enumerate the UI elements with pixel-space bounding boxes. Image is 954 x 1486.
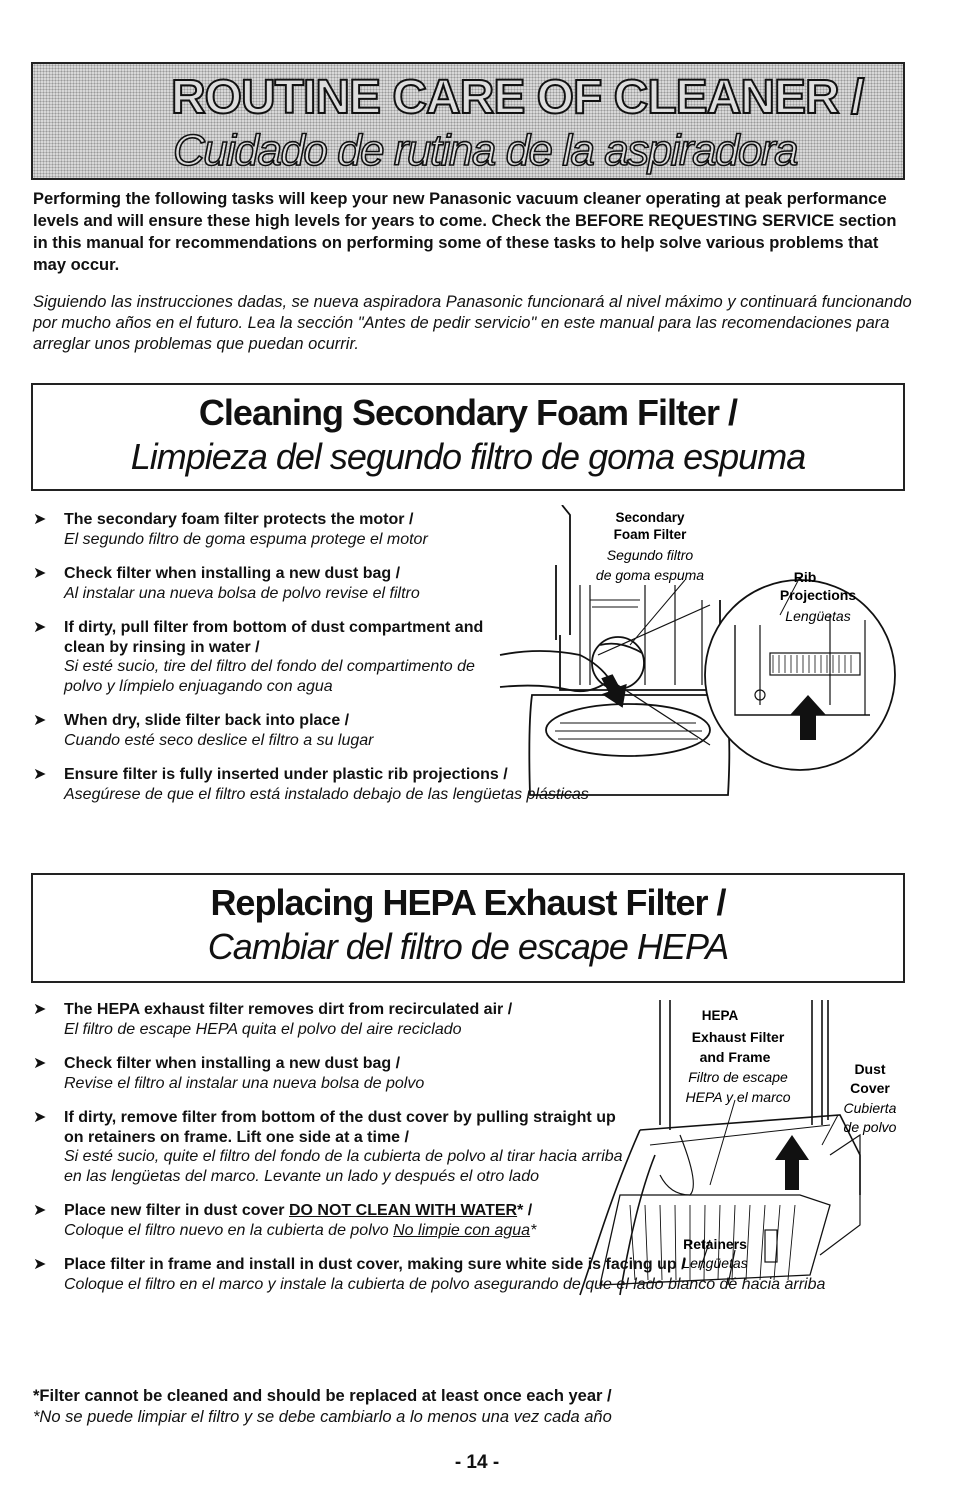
svg-text:de polvo: de polvo xyxy=(843,1119,897,1135)
list-item: ➤ If dirty, remove filter from bottom of the dust cover by pulling straight up on retainers on frame. Lift one side at a time / Si esté sucio, quite el filtro del fondo de la cubierta de polvo al tirar hacia arriba en las lengüetas del marco. Levante un lado y después el otro lado xyxy=(33,1109,623,1185)
retainers-label: Retainers xyxy=(683,1236,747,1252)
list-item: ➤ The secondary foam filter protects the motor / El segundo filtro de goma espuma protege el motor xyxy=(33,511,428,548)
rib-projections-label: Rib xyxy=(793,569,817,585)
svg-text:Segundo filtro: Segundo filtro xyxy=(606,547,694,563)
list-item: ➤ Place filter in frame and install in dust cover, making sure white side is facing up / Coloque el filtro en el marco y instale la cubierta de polvo asegurando de que el lado blanco dé hacia arriba xyxy=(33,1256,826,1293)
svg-text:Lengüetas: Lengüetas xyxy=(682,1255,748,1271)
hepa-filter-illustration xyxy=(560,995,910,1305)
svg-text:HEPA y el marco: HEPA y el marco xyxy=(685,1089,791,1105)
arrow-bullet-icon: ➤ xyxy=(33,712,47,729)
intro-text-es: Siguiendo las instrucciones dadas, se nueva aspiradora Panasonic funcionará al nivel máximo y continuará funcionando por mucho años en el futuro. Lea la sección "Antes de pedir servicio" en este manual para las recomendaciones para arreglar unos problemas que puedan ocurrir. xyxy=(33,293,912,353)
up-arrow-icon xyxy=(775,1135,809,1190)
foam-filter-steps xyxy=(33,510,589,804)
banner-title-es: Cuidado de rutina de la aspiradora xyxy=(173,126,798,175)
arrow-bullet-icon: ➤ xyxy=(33,565,47,582)
banner-title-en: ROUTINE CARE OF CLEANER / xyxy=(171,71,864,124)
list-item: ➤ When dry, slide filter back into place / Cuando esté seco deslice el filtro a su lugar xyxy=(33,712,374,749)
svg-text:Exhaust Filter: Exhaust Filter xyxy=(691,1029,785,1045)
svg-text:Foam Filter: Foam Filter xyxy=(613,527,687,542)
svg-text:de goma espuma: de goma espuma xyxy=(595,567,705,583)
arrow-bullet-icon: ➤ xyxy=(33,1202,47,1219)
list-item: ➤ Check filter when installing a new dust bag / Al instalar una nueva bolsa de polvo revise el filtro xyxy=(33,565,420,602)
section-title-en: Cleaning Secondary Foam Filter / xyxy=(198,392,738,433)
header-banner xyxy=(31,62,905,180)
list-item: ➤ Place new filter in dust cover DO NOT CLEAN WITH WATER* / Coloque el filtro nuevo en la cubierta de polvo No limpie con agua* xyxy=(33,1202,537,1239)
arrow-bullet-icon: ➤ xyxy=(33,766,47,783)
arrow-bullet-icon: ➤ xyxy=(33,1256,47,1273)
arrow-bullet-icon: ➤ xyxy=(33,1001,47,1018)
list-item: ➤ If dirty, pull filter from bottom of dust compartment and clean by rinsing in water / Si esté sucio, tire del filtro del fondo del compartimento de polvo y límpielo enjuagando con agua xyxy=(33,619,484,695)
svg-text:and Frame: and Frame xyxy=(699,1049,771,1065)
intro-text-en: Performing the following tasks will keep your new Panasonic vacuum cleaner operating at peak performance levels and will ensure these high levels for years to come. Check the BEFORE REQUESTING SERVICE section in this manual for recommendations on performing some of these tasks to help solve various problems that may occur. xyxy=(33,190,897,274)
secondary-foam-filter-label: Secondary xyxy=(615,510,685,525)
foam-filter-illustration xyxy=(470,505,910,815)
list-item: ➤ The HEPA exhaust filter removes dirt from recirculated air / El filtro de escape HEPA quita el polvo del aire reciclado xyxy=(33,1001,513,1038)
arrow-bullet-icon: ➤ xyxy=(33,511,47,528)
dust-cover-label: Dust xyxy=(854,1061,886,1077)
page-number: - 14 - xyxy=(454,1452,500,1473)
section-heading-hepa-filter xyxy=(31,873,905,983)
list-item: ➤ Ensure filter is fully inserted under plastic rib projections / Asegúrese de que el filtro está instalado debajo de las lengüetas plásticas xyxy=(33,766,589,803)
section-title-es: Cambiar del filtro de escape HEPA xyxy=(207,926,729,967)
section-title-en: Replacing HEPA Exhaust Filter / xyxy=(210,882,726,923)
arrow-bullet-icon: ➤ xyxy=(33,1109,47,1126)
svg-text:Cubierta: Cubierta xyxy=(843,1100,897,1116)
section-title-es: Limpieza del segundo filtro de goma espuma xyxy=(130,436,806,477)
section-heading-foam-filter xyxy=(31,383,905,491)
svg-text:Projections: Projections xyxy=(779,587,857,603)
arrow-bullet-icon: ➤ xyxy=(33,1055,47,1072)
hepa-filter-label: HEPA xyxy=(701,1008,739,1023)
footnote: *Filter cannot be cleaned and should be replaced at least once each year / *No se puede limpiar el filtro y se debe cambiarlo a lo menos una vez cada año xyxy=(33,1387,612,1426)
svg-text:Cover: Cover xyxy=(850,1080,890,1096)
svg-text:Lengüetas: Lengüetas xyxy=(785,608,851,624)
svg-text:Filtro de escape: Filtro de escape xyxy=(688,1069,788,1085)
arrow-bullet-icon: ➤ xyxy=(33,619,47,636)
list-item: ➤ Check filter when installing a new dust bag / Revise el filtro al instalar una nueva bolsa de polvo xyxy=(33,1055,425,1092)
